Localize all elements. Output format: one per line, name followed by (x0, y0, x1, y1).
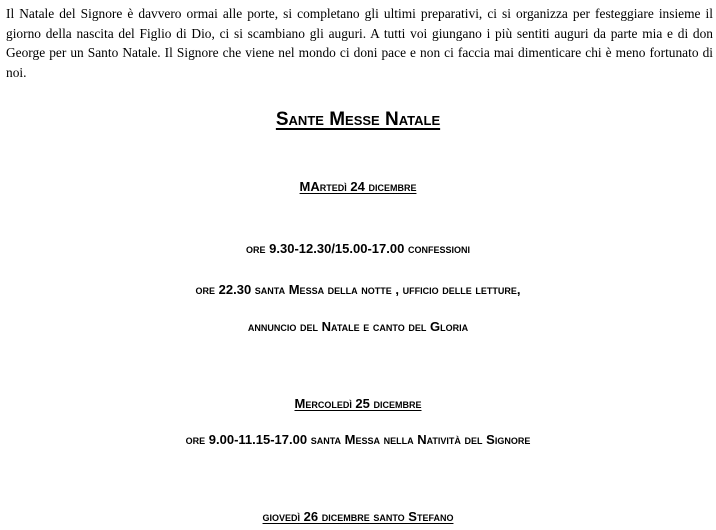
day-heading-tuesday (0, 178, 716, 196)
day-heading-thursday (0, 508, 716, 526)
day-heading-text: Mercoledì 25 dicembre (294, 396, 422, 411)
intro-paragraph: Il Natale del Signore è davvero ormai alle porte, si completano gli ultimi preparativi, ci si organizza per festeggiare insieme il giorno della nascita del Figlio di Dio, ci si scambiano gli auguri. A tutti voi giungano i più sentiti auguri da parte mia e di don George per un Santo Natale. Il Signore che viene nel mondo ci doni pace e non ci faccia mai dimenticare chi è meno fortunato di noi. (6, 6, 713, 80)
day-heading-text: MArtedì 24 dicembre (299, 179, 417, 194)
schedule-line: ore 9.30-12.30/15.00-17.00 confessioni (246, 241, 470, 256)
day-heading-wednesday (0, 395, 716, 413)
section-title (0, 107, 716, 133)
schedule-line: annuncio del Natale e canto del Gloria (247, 319, 469, 334)
day-heading-text: giovedì 26 dicembre santo Stefano (262, 509, 454, 524)
schedule-line: ore 9.00-11.15-17.00 santa Messa nella Natività del Signore (185, 432, 531, 447)
section-title-text: Sante Messe Natale (275, 109, 441, 130)
schedule-line: ore 22.30 santa Messa della notte , ufficio delle letture, (195, 282, 521, 297)
